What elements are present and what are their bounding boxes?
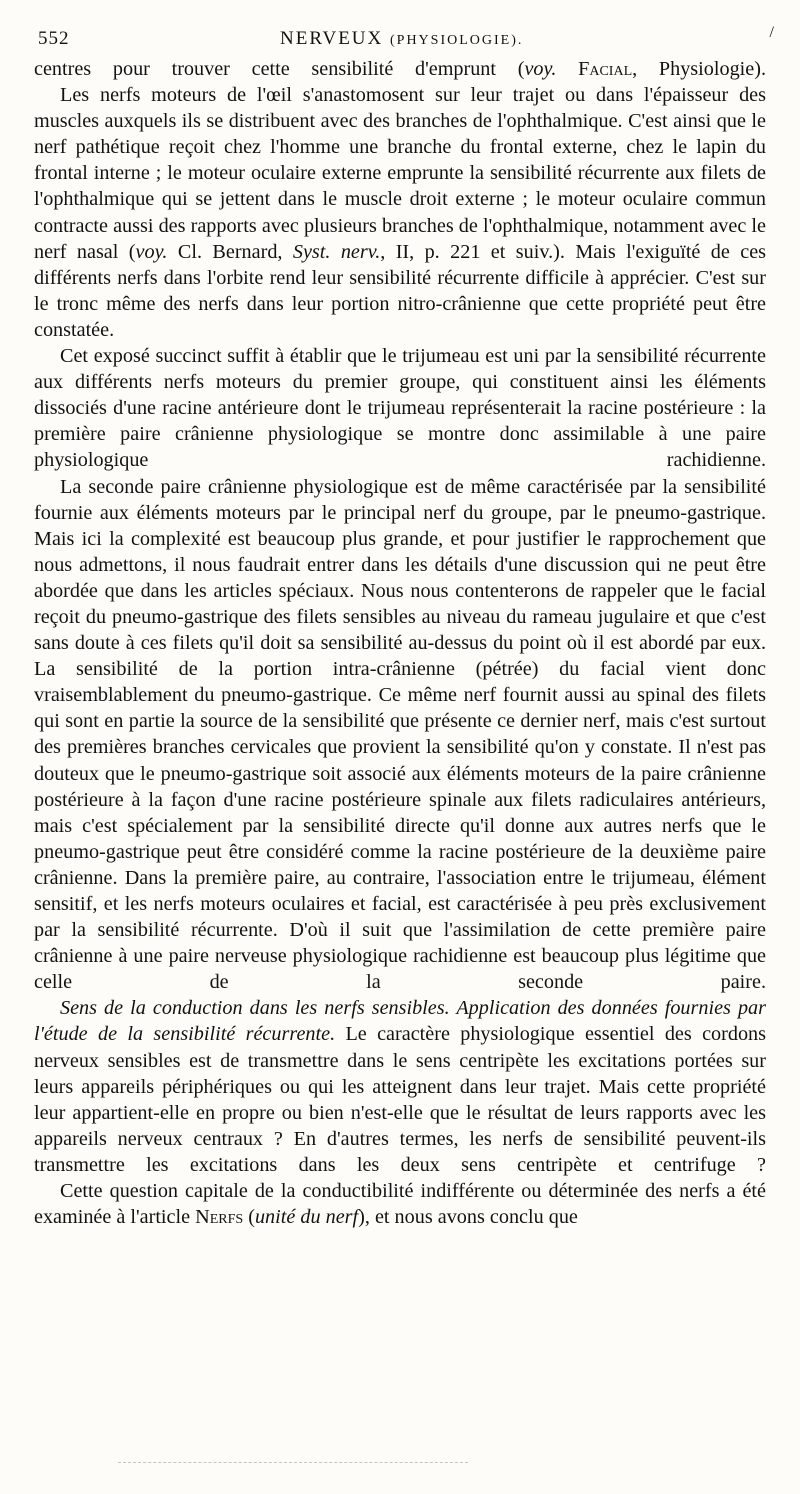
text-run: , II, p. 221 et suiv.). Mais l'exiguïté de ces différents nerfs dans l'orbite rend leur sensibilité récurrente difficile à apprécier. C'est sur le tronc même des nerfs dans leur portion nitro-crânienne que cette propriété peut être constatée. (34, 240, 767, 341)
page (34, 22, 774, 1230)
italic-run: unité du nerf (254, 1206, 359, 1229)
italic-run: voy. (135, 240, 168, 263)
text-run: Les nerfs moteurs de l'œil s'anastomosent sur leur trajet ou dans l'épaisseur des muscles auxquels ils se distribuent avec des branches de l'ophthalmique. C'est ainsi que le nerf pathétique reçoit chez l'homme une branche du frontal externe, chez le lapin du frontal interne ; le moteur oculaire externe emprunte la sensibilité récurrente aux filets de l'ophthalmique qui se jettent dans le muscle droit externe ; le moteur oculaire commun contracte aussi des rapports avec plusieurs branches de l'ophthalmique, notamment avec le nerf nasal ( (34, 84, 766, 263)
running-title-subtitle: (PHYSIOLOGIE). (390, 33, 524, 48)
text-run: Cet exposé succinct suffit à établir que le trijumeau est uni par la sensibilité récurrente aux différents nerfs moteurs du premier groupe, qui constituent ainsi les éléments dissociés d'une racine antérieure dont le trijumeau représenterait la racine postérieure : la première paire crânienne physiologique se montre donc assimilable à une paire physiologique rachidienne. (34, 345, 766, 472)
paragraph (34, 56, 766, 82)
paragraph (34, 343, 766, 473)
text-run: Cette question capitale de la conductibilité indifférente ou déterminée des nerfs a été examinée à l'article (34, 1180, 766, 1229)
text-run: Le caractère physiologique essentiel des cordons nerveux sensibles est de transmettre dans le sens centripète les excitations portées sur leurs appareils périphériques ou qui les atteignent dans leur trajet. Mais cette propriété leur appartient-elle en propre ou bien n'est-elle que le résultat de leurs rapports avec les appareils nerveux centraux ? En d'autres termes, les nerfs de sensibilité peuvent-ils transmettre les excitations dans les deux sens centripète et centrifuge ? (34, 1023, 766, 1176)
italic-run: Syst. nerv. (292, 240, 381, 263)
paragraph (34, 1178, 766, 1230)
text-run (556, 58, 578, 80)
running-title-main: NERVEUX (280, 28, 384, 49)
italic-run: voy. (524, 58, 557, 80)
page-number: 552 (38, 28, 70, 49)
footer-rule (118, 1462, 468, 1463)
corner-mark: / (769, 24, 774, 41)
text-run: ), et nous avons conclu que (358, 1206, 578, 1229)
italic-run: Sens de la conduction dans les nerfs sensibles. Application des données fournies par l'étude de la sensibilité récurrente. (34, 997, 766, 1046)
text-run: La seconde paire crânienne physiologique est de même caractérisée par la sensibilité fournie aux éléments moteurs par le principal nerf du groupe, par le pneumo-gastrique. Mais ici la complexité est beaucoup plus grande, et pour justifier le rapprochement que nous admettons, il nous faudrait entrer dans les détails d'une discussion qui ne peut être abordée que dans les articles spéciaux. Nous nous contenterons de rappeler que le facial reçoit du pneumo-gastrique des filets sensibles au niveau du rameau jugulaire et que c'est sans doute à ces filets qu'il doit sa sensibilité au-dessus du point où il est abordé par eux. La sensibilité de la portion intra-crânienne (pétrée) du facial vient donc vraisemblablement du pneumo-gastrique. Ce même nerf fournit aussi au spinal des filets qui sont en partie la source de la sensibilité que présente ce dernier nerf, mais c'est surtout des premières branches cervicales que provient la sensibilité qu'on y constate. Il n'est pas douteux que le pneumo-gastrique soit associé aux éléments moteurs de la paire crânienne postérieure à la façon d'une racine postérieure spinale aux filets radiculaires antérieurs, mais c'est spécialement par la sensibilité directe qu'il donne aux autres nerfs que le pneumo-gastrique peut être considéré comme la racine postérieure de la deuxième paire crânienne. Dans la première paire, au contraire, l'association entre le trijumeau, élément sensitif, et les nerfs moteurs oculaires et facial, est caractérisée à peu près exclusivement par la sensibilité récurrente. D'où il suit que l'assimilation de cette première paire crânienne à une paire nerveuse physiologique rachidienne est beaucoup plus légitime que celle de la seconde paire. (34, 475, 766, 994)
smallcaps-run: Facial (578, 58, 633, 80)
text-run: ( (243, 1206, 255, 1229)
paragraph (34, 995, 766, 1178)
running-title (280, 28, 523, 50)
smallcaps-run: Nerfs (195, 1206, 244, 1229)
text-run: , Physiologie). (632, 58, 766, 80)
paragraph (34, 82, 766, 343)
text-run: centres pour trouver cette sensibilité d'emprunt ( (34, 58, 525, 80)
running-header (34, 22, 774, 56)
text-run: Cl. Bernard, (167, 240, 293, 263)
paragraph (34, 474, 766, 996)
